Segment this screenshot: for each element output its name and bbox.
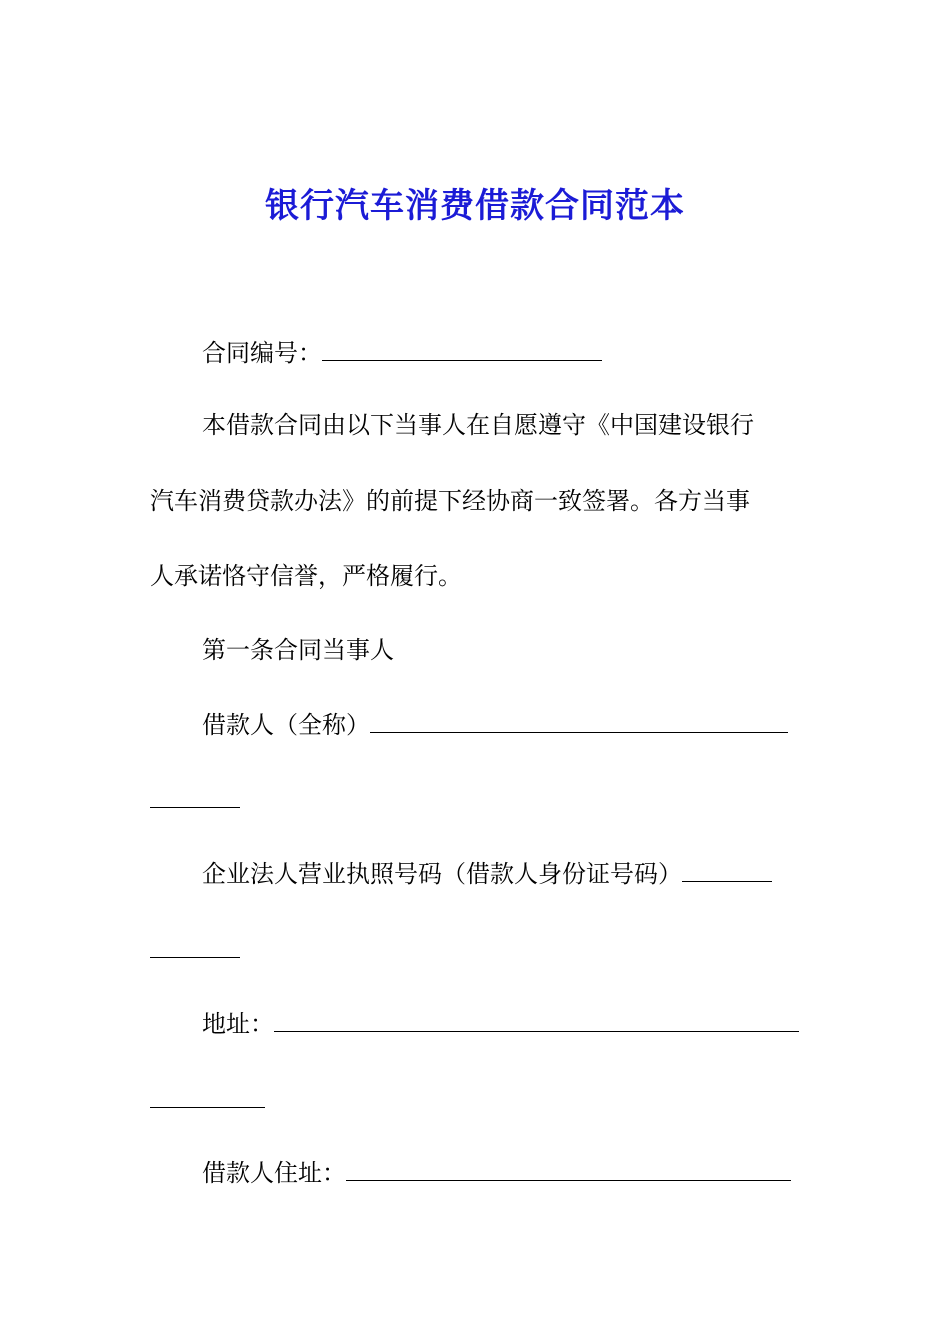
borrower-residence-row bbox=[202, 1157, 791, 1189]
borrower-residence-blank[interactable] bbox=[346, 1158, 791, 1181]
contract-number-blank[interactable] bbox=[322, 338, 602, 361]
intro-line-3: 人承诺恪守信誉，严格履行。 bbox=[150, 562, 462, 590]
intro-line-2: 汽车消费贷款办法》的前提下经协商一致签署。各方当事 bbox=[150, 487, 750, 515]
license-number-blank[interactable] bbox=[682, 859, 772, 882]
address-label: 地址： bbox=[202, 1010, 274, 1038]
borrower-fullname-blank[interactable] bbox=[370, 710, 788, 733]
address-row bbox=[202, 1008, 799, 1040]
address-blank-continued[interactable] bbox=[150, 1107, 265, 1108]
document-title: 银行汽车消费借款合同范本 bbox=[265, 186, 685, 226]
borrower-fullname-label: 借款人（全称） bbox=[202, 711, 370, 739]
article-1-heading: 第一条合同当事人 bbox=[202, 636, 394, 664]
borrower-residence-label: 借款人住址： bbox=[202, 1159, 346, 1187]
license-number-row bbox=[202, 858, 772, 890]
contract-number-label: 合同编号： bbox=[202, 339, 322, 367]
license-number-blank-continued[interactable] bbox=[150, 957, 240, 958]
contract-number-row bbox=[202, 337, 602, 369]
address-blank[interactable] bbox=[274, 1009, 799, 1032]
borrower-fullname-row bbox=[202, 709, 788, 741]
borrower-fullname-blank-continued[interactable] bbox=[150, 807, 240, 808]
intro-line-1: 本借款合同由以下当事人在自愿遵守《中国建设银行 bbox=[202, 411, 754, 439]
license-number-label: 企业法人营业执照号码（借款人身份证号码） bbox=[202, 860, 682, 888]
